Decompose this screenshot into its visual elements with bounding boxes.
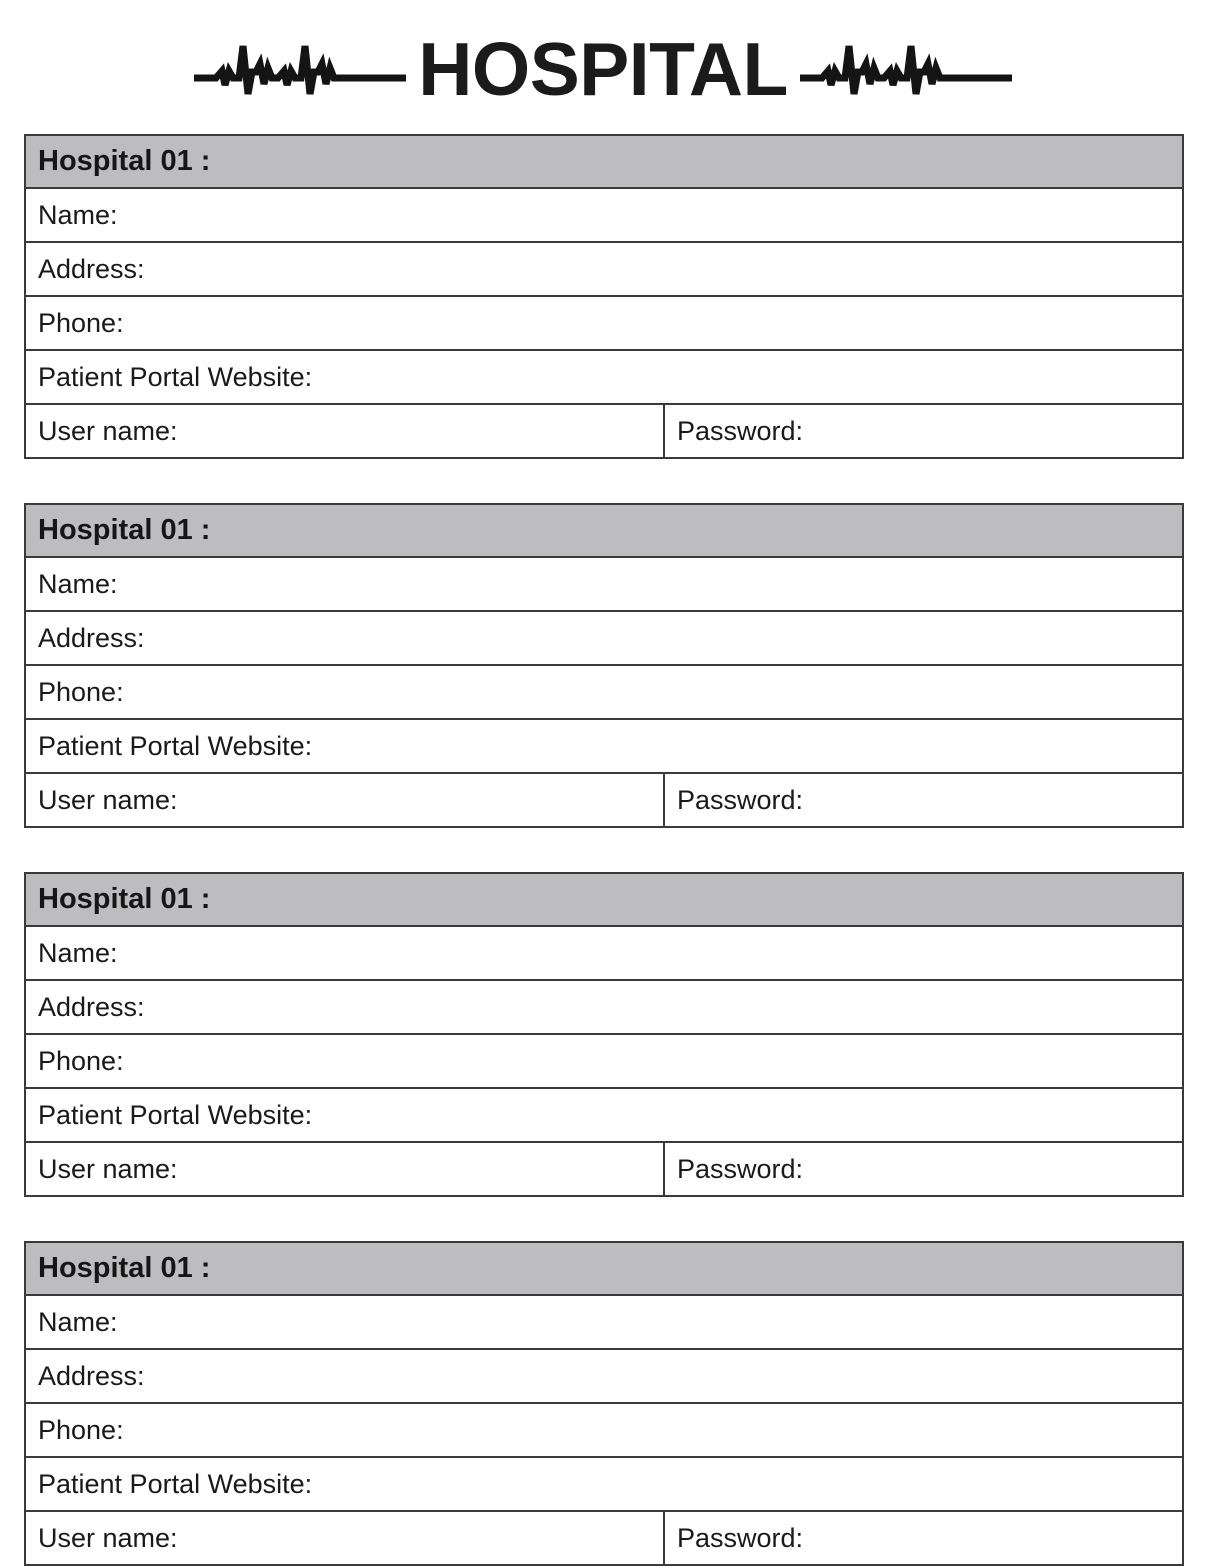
block-heading: Hospital 01 : <box>38 883 211 915</box>
block-heading: Hospital 01 : <box>38 145 211 177</box>
field-row-credentials <box>26 774 1182 828</box>
field-label: User name: <box>38 1522 178 1553</box>
field-label: Password: <box>677 415 804 446</box>
form-sheet <box>0 134 1206 1566</box>
hospital-block <box>24 134 1184 459</box>
block-header <box>26 505 1182 558</box>
field-cell-username[interactable] <box>26 774 665 826</box>
field-row-phone[interactable] <box>26 297 1182 351</box>
field-label: Address: <box>38 622 145 653</box>
field-row-credentials <box>26 1143 1182 1197</box>
field-row-address[interactable] <box>26 981 1182 1035</box>
page-title: HOSPITAL <box>418 26 788 111</box>
field-label: User name: <box>38 415 178 446</box>
field-label: Address: <box>38 1360 145 1391</box>
block-heading: Hospital 01 : <box>38 1252 211 1284</box>
ecg-heartbeat-icon-right <box>800 38 1012 100</box>
page-header <box>0 0 1206 134</box>
block-heading: Hospital 01 : <box>38 514 211 546</box>
field-row-patient-portal-website[interactable] <box>26 1089 1182 1143</box>
field-row-phone[interactable] <box>26 666 1182 720</box>
block-header <box>26 1243 1182 1296</box>
field-row-name[interactable] <box>26 927 1182 981</box>
field-label: User name: <box>38 784 178 815</box>
field-row-phone[interactable] <box>26 1404 1182 1458</box>
field-row-address[interactable] <box>26 612 1182 666</box>
field-row-address[interactable] <box>26 243 1182 297</box>
field-label: Phone: <box>38 1045 124 1076</box>
field-label: Phone: <box>38 307 124 338</box>
field-label: Password: <box>677 1522 804 1553</box>
field-row-name[interactable] <box>26 558 1182 612</box>
field-row-address[interactable] <box>26 1350 1182 1404</box>
block-header <box>26 136 1182 189</box>
hospital-block <box>24 872 1184 1197</box>
field-label: Name: <box>38 1306 118 1337</box>
field-cell-password[interactable] <box>665 405 1182 457</box>
field-label: Password: <box>677 784 804 815</box>
hospital-block <box>24 503 1184 828</box>
field-row-credentials <box>26 1512 1182 1566</box>
field-label: Phone: <box>38 1414 124 1445</box>
field-row-patient-portal-website[interactable] <box>26 351 1182 405</box>
hospital-block <box>24 1241 1184 1566</box>
field-cell-username[interactable] <box>26 1143 665 1195</box>
field-cell-username[interactable] <box>26 405 665 457</box>
field-cell-password[interactable] <box>665 774 1182 826</box>
field-label: Patient Portal Website: <box>38 1099 313 1130</box>
field-label: Name: <box>38 199 118 230</box>
field-row-name[interactable] <box>26 1296 1182 1350</box>
field-label: Address: <box>38 991 145 1022</box>
field-label: Name: <box>38 568 118 599</box>
field-cell-username[interactable] <box>26 1512 665 1564</box>
field-row-name[interactable] <box>26 189 1182 243</box>
field-cell-password[interactable] <box>665 1143 1182 1195</box>
field-label: Patient Portal Website: <box>38 730 313 761</box>
field-row-credentials <box>26 405 1182 459</box>
field-label: Patient Portal Website: <box>38 1468 313 1499</box>
field-label: Address: <box>38 253 145 284</box>
block-header <box>26 874 1182 927</box>
field-row-phone[interactable] <box>26 1035 1182 1089</box>
field-row-patient-portal-website[interactable] <box>26 1458 1182 1512</box>
field-label: Password: <box>677 1153 804 1184</box>
field-label: Patient Portal Website: <box>38 361 313 392</box>
field-label: Phone: <box>38 676 124 707</box>
field-cell-password[interactable] <box>665 1512 1182 1564</box>
ecg-heartbeat-icon-left <box>194 38 406 100</box>
field-label: User name: <box>38 1153 178 1184</box>
field-label: Name: <box>38 937 118 968</box>
field-row-patient-portal-website[interactable] <box>26 720 1182 774</box>
